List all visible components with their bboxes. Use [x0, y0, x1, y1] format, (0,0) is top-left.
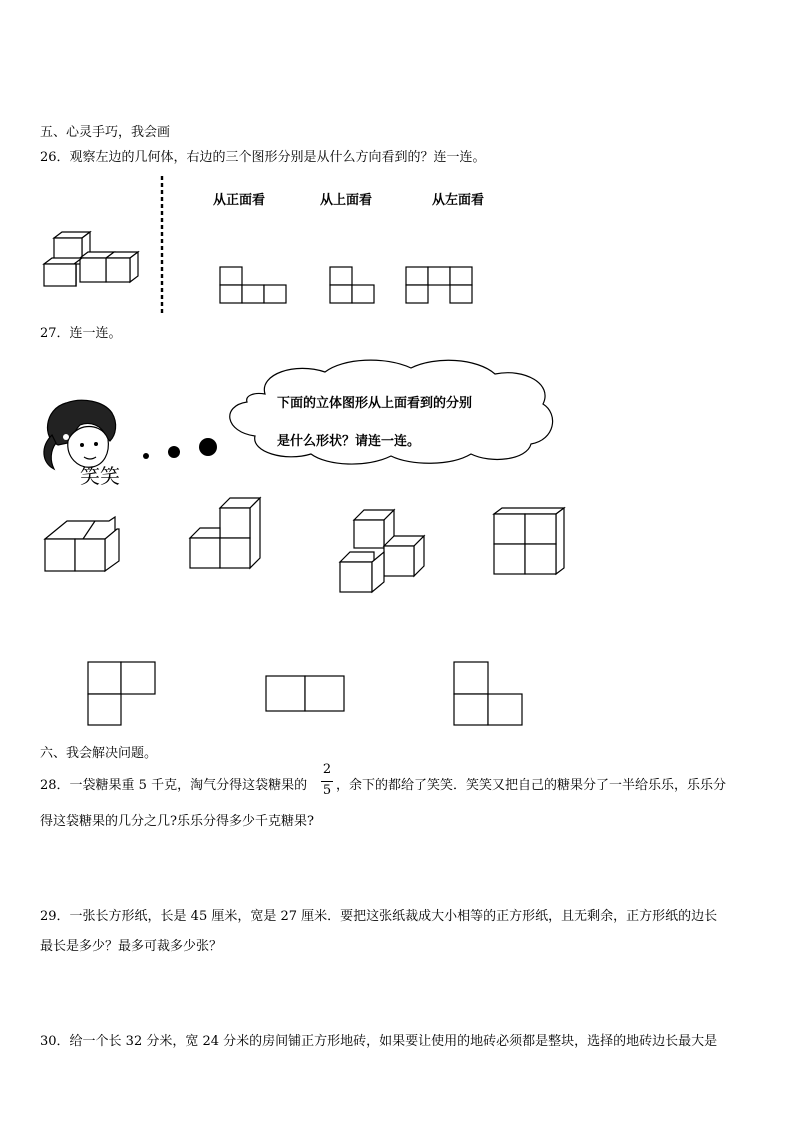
- q26-view-label-top: 从上面看: [320, 193, 373, 208]
- q28-text-part1: 28．一袋糖果重 5 千克，淘气分得这袋糖果的: [40, 778, 308, 793]
- bubble-line-2: 是什么形状？请连一连。: [277, 434, 421, 449]
- thought-dots: [138, 434, 223, 464]
- q26-view-shape-1: [219, 266, 289, 306]
- q26-view-label-front: 从正面看: [213, 193, 266, 208]
- q26-view-shape-3: [405, 266, 475, 306]
- q27-solid-2: [188, 496, 264, 570]
- q26-divider: [158, 176, 166, 316]
- q26-solid-figure: [40, 228, 150, 290]
- character-name-label: 笑笑: [80, 464, 120, 488]
- q27-solid-3: [338, 506, 428, 594]
- q28-fraction-bar: [321, 781, 333, 782]
- q28-fraction-denominator: 5: [322, 783, 332, 798]
- q27-solid-4: [492, 506, 570, 578]
- thought-cloud: [215, 356, 560, 468]
- q27-solid-1: [43, 515, 123, 573]
- bubble-line-1: 下面的立体图形从上面看到的分别: [277, 396, 473, 411]
- q27-top-view-1: [87, 661, 159, 727]
- section6-heading: 六、我会解决问题。: [40, 746, 158, 761]
- q26-text: 26．观察左边的几何体，右边的三个图形分别是从什么方向看到的？连一连。: [40, 150, 486, 165]
- q27-top-view-3: [453, 661, 525, 727]
- q26-view-label-left: 从左面看: [432, 193, 485, 208]
- q28-fraction-numerator: 2: [322, 762, 332, 777]
- q29-text-line2: 最长是多少？最多可裁多少张？: [40, 939, 223, 954]
- q30-text-line1: 30．给一个长 32 分米，宽 24 分米的房间铺正方形地砖，如果要让使用的地砖必须都是整块，选择的地砖边长最大是: [40, 1034, 718, 1049]
- q27-text: 27．连一连。: [40, 326, 122, 341]
- q28-text-line2: 得这袋糖果的几分之几?乐乐分得多少千克糖果?: [40, 814, 314, 829]
- q28-text-part2: ，余下的都给了笑笑．笑笑又把自己的糖果分了一半给乐乐，乐乐分: [336, 778, 727, 793]
- q26-view-shape-2: [329, 266, 377, 306]
- q27-top-view-2: [265, 675, 347, 713]
- q28-fraction: [321, 762, 333, 798]
- section5-heading: 五、心灵手巧，我会画: [40, 125, 171, 140]
- q29-text-line1: 29．一张长方形纸，长是 45 厘米，宽是 27 厘米．要把这张纸裁成大小相等的正方形纸，且无剩余，正方形纸的边长: [40, 909, 718, 924]
